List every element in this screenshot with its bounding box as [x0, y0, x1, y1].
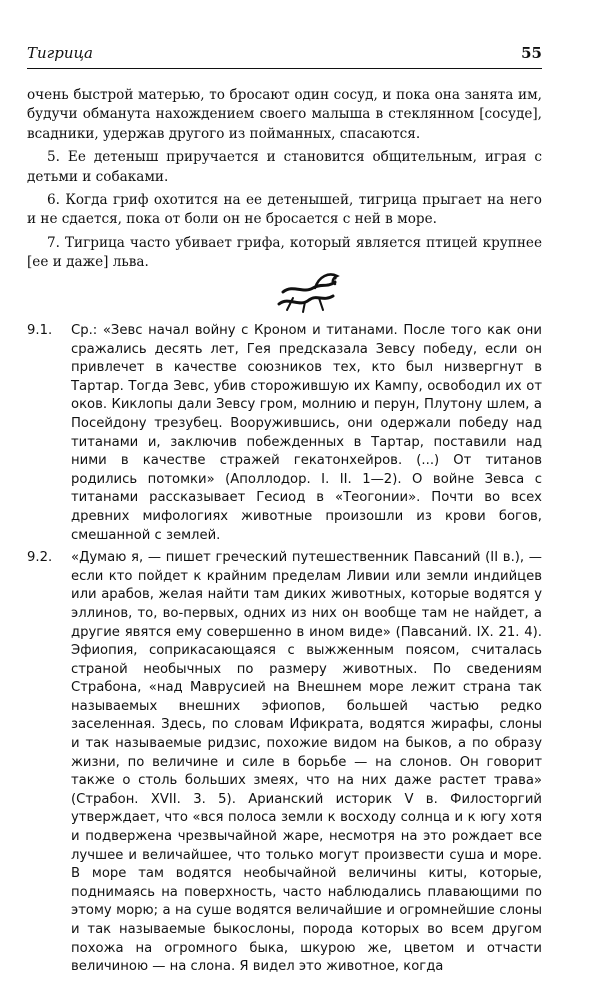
note-number: 9.1. [27, 323, 53, 338]
header-rule [27, 68, 542, 69]
running-head-title: Тигрица [27, 44, 93, 62]
note-text: Ср.: «Зевс начал войну с Кроном и титанами. После того как они сражались десять лет, Гея предсказала Зевсу победу, если он привлечет в качестве союзников тех, кто был низвергнут в Тартар. Тогда Зевс, убив сторожившую их Кампу, освободил их от оков. Киклопы дали Зевсу гром, молнию и перун, Плутону шлем, а Посейдону трезубец. Вооружившись, они одержали победу над титанами и, заключив побежденных в Тартар, поставили над ними в качестве стражей гекатонхейров. (...) От титанов родились потомки» (Аполлодор. I. II. 1—2). О войне Зевса с титанами рассказывает Гесиод в «Теогонии». Почти во всех древних мифологиях животные произошли из крови богов, смешанной с землей. [71, 323, 542, 543]
main-text [27, 86, 542, 273]
paragraph-item-5: 5. Ее детеныш приручается и становится общительным, играя с детьми и собаками. [27, 149, 542, 185]
paragraph-item-6: 6. Когда гриф охотится на ее детенышей, тигрица прыгает на него и не сдается, пока от боли он не бросается с ней в море. [27, 192, 542, 228]
note-text: «Думаю я, — пишет греческий путешественник Павсаний (II в.), — если кто пойдет к крайним пределам Ливии или земли индийцев или арабов, желая найти там диких животных, которые водятся у эллинов, то, во-первых, одних из них он вообще там не найдет, а другие явятся ему совершенно в ином виде» (Павсаний. IX. 21. 4). Эфиопия, соприкасающаяся с выжженным поясом, считалась страной необычных по размеру животных. По сведениям Страбона, «над Маврусией на Внешнем море лежит страна так называемых внешних эфиопов, большей частью редко заселенная. Здесь, по словам Ификрата, водятся жирафы, слоны и так называемые ридзис, похожие видом на быков, а по образу жизни, по величине и силе в борьбе — на слонов. Он говорит также о столь больших змеях, что на них даже растет трава» (Страбон. XVII. 3. 5). Арианский историк V в. Филосторгий утверждает, что «вся полоса земли к восходу солнца и к югу хотя и подвержена чрезвычайной жаре, несмотря на это рождает все лучшее и величайшее, что только могут произвести суша и море. В море там водятся необычайной величины киты, которые, поднимаясь на поверхность, часто наблюдались плавающими по этому морю; а на суше водятся величайшие и огромнейшие слоны и так называемые быкослоны, порода которых во всем другом похожа на огромного быка, шкурою же, цветом и отчасти величиною — на слона. Я видел это животное, когда [71, 550, 542, 975]
running-head [27, 44, 542, 68]
commentary-notes [27, 322, 542, 981]
paragraph-continuation: очень быстрой матерью, то бросают один сосуд, и пока она занята им, будучи обманута нахождением своего малыша в стеклянном [сосуде], всадники, удержав другого из пойманных, спасаются. [27, 87, 542, 142]
page-number: 55 [521, 44, 542, 62]
paragraph-item-7: 7. Тигрица часто убивает грифа, который является птицей крупнее [ее и даже] льва. [27, 234, 542, 271]
note-9-1 [27, 322, 542, 545]
note-9-2 [27, 549, 542, 977]
note-number: 9.2. [27, 550, 53, 566]
dragon-ornament-icon [275, 268, 345, 314]
